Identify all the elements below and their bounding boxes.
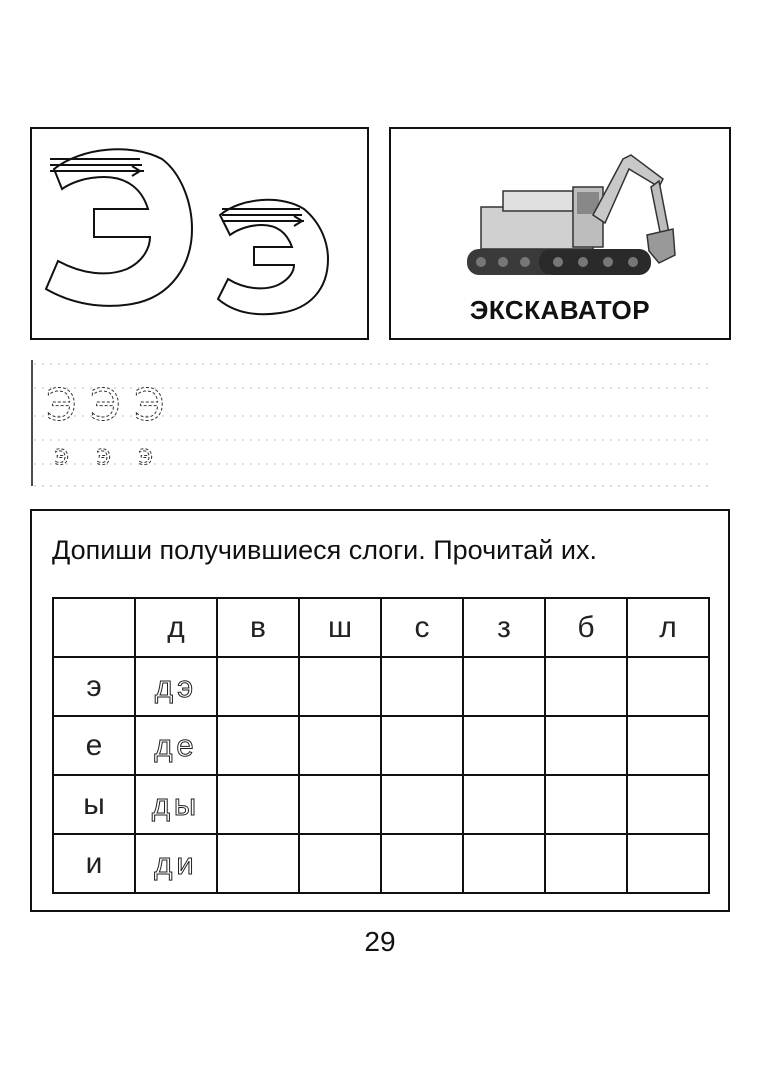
tracing-grid — [30, 358, 712, 488]
trace-upper-2: Э — [90, 380, 121, 431]
header-cell: ш — [299, 598, 381, 657]
picture-card — [389, 127, 731, 340]
tracing-area — [30, 358, 712, 488]
syllable-table — [52, 597, 710, 894]
example-syllable: де — [135, 716, 217, 775]
answer-cell[interactable] — [217, 716, 299, 775]
answer-cell[interactable] — [545, 834, 627, 893]
answer-cell[interactable] — [381, 657, 463, 716]
trace-lower-2: э — [96, 438, 112, 471]
answer-cell[interactable] — [463, 657, 545, 716]
header-cell: с — [381, 598, 463, 657]
exercise-title: Допиши получившиеся слоги. Прочитай их. — [52, 535, 597, 565]
answer-cell[interactable] — [463, 716, 545, 775]
answer-cell[interactable] — [217, 834, 299, 893]
header-cell: з — [463, 598, 545, 657]
answer-cell[interactable] — [545, 716, 627, 775]
answer-cell[interactable] — [299, 834, 381, 893]
answer-cell[interactable] — [299, 657, 381, 716]
header-cell: в — [217, 598, 299, 657]
table-row — [53, 775, 709, 834]
trace-upper-3: Э — [134, 380, 165, 431]
answer-cell[interactable] — [627, 834, 709, 893]
trace-lower-3: э — [138, 438, 154, 471]
answer-cell[interactable] — [299, 716, 381, 775]
answer-cell[interactable] — [627, 775, 709, 834]
exercise-card — [30, 509, 730, 912]
example-syllable: дэ — [135, 657, 217, 716]
answer-cell[interactable] — [463, 834, 545, 893]
answer-cell[interactable] — [217, 657, 299, 716]
table-header-row — [53, 598, 709, 657]
table-row — [53, 716, 709, 775]
vowel-cell: е — [53, 716, 135, 775]
header-cell-empty — [53, 598, 135, 657]
answer-cell[interactable] — [463, 775, 545, 834]
answer-cell[interactable] — [545, 657, 627, 716]
vowel-cell: и — [53, 834, 135, 893]
vowel-cell: э — [53, 657, 135, 716]
answer-cell[interactable] — [381, 716, 463, 775]
table-row — [53, 834, 709, 893]
excavator-icon — [463, 137, 683, 287]
picture-word: ЭКСКАВАТОР — [469, 295, 651, 325]
vowel-cell: ы — [53, 775, 135, 834]
answer-cell[interactable] — [217, 775, 299, 834]
answer-cell[interactable] — [381, 834, 463, 893]
header-cell: л — [627, 598, 709, 657]
trace-upper-1: Э — [46, 380, 77, 431]
answer-cell[interactable] — [381, 775, 463, 834]
letter-outline-illustration — [32, 129, 367, 338]
answer-cell[interactable] — [299, 775, 381, 834]
answer-cell[interactable] — [627, 716, 709, 775]
header-cell: б — [545, 598, 627, 657]
answer-cell[interactable] — [627, 657, 709, 716]
example-syllable: ды — [135, 775, 217, 834]
header-cell: д — [135, 598, 217, 657]
answer-cell[interactable] — [545, 775, 627, 834]
table-row — [53, 657, 709, 716]
trace-lower-1: э — [54, 438, 70, 471]
example-syllable: ди — [135, 834, 217, 893]
page-number: 29 — [364, 926, 396, 957]
letter-card — [30, 127, 369, 340]
